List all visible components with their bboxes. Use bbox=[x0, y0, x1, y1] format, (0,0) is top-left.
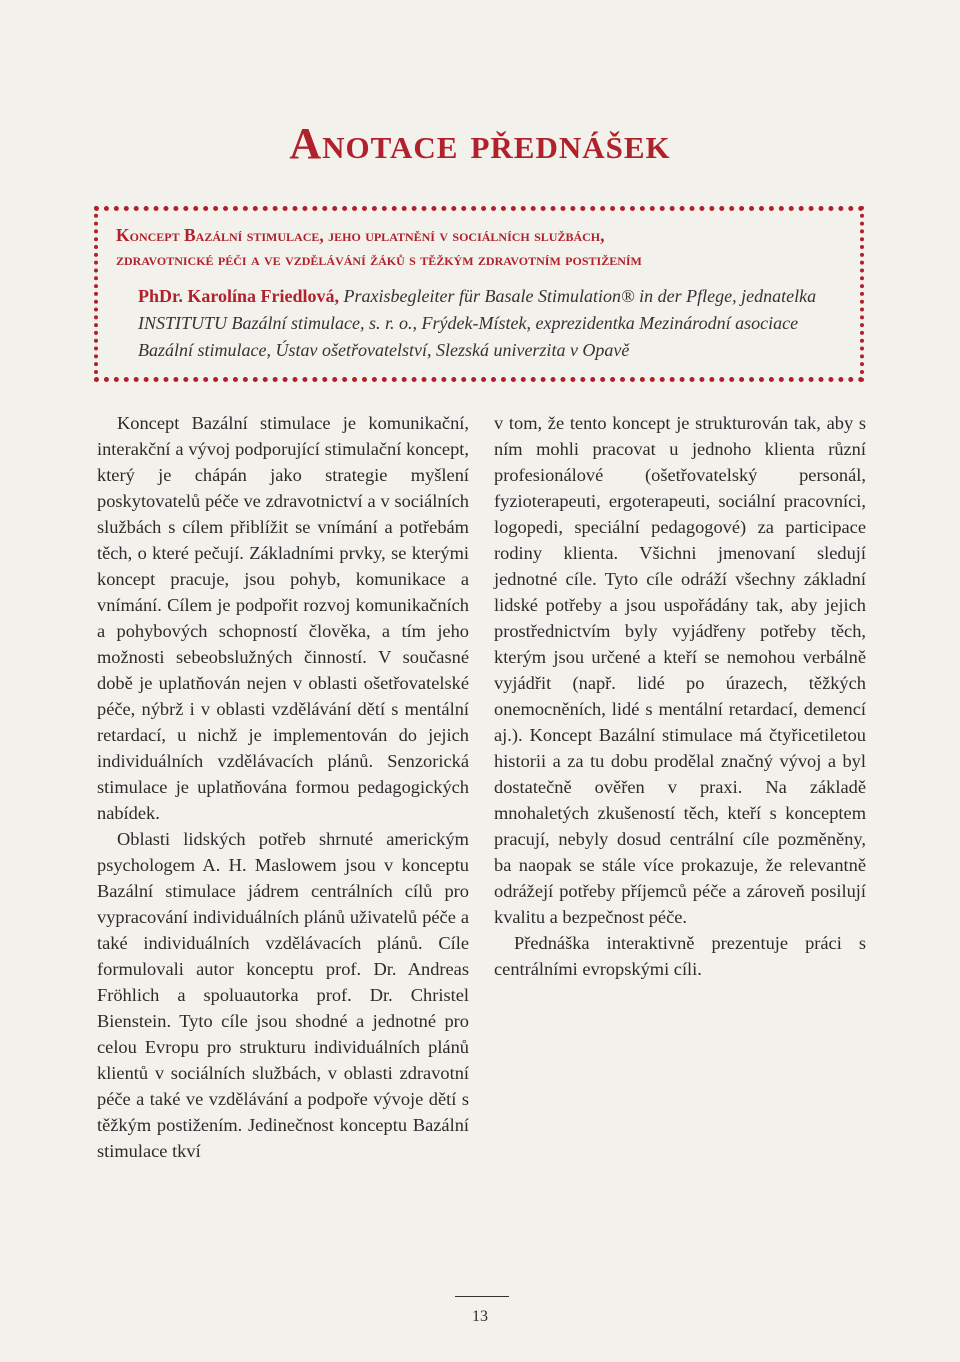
lecture-title-line-2: zdravotnické péči a ve vzdělávání žáků s těžkým zdravotním postižením bbox=[116, 249, 642, 269]
paragraph: Přednáška interaktivně prezentuje práci s centrálními evropskými cíli. bbox=[494, 933, 866, 979]
page-number-rule bbox=[455, 1296, 509, 1297]
page-title: Anotace přednášek bbox=[289, 119, 671, 168]
left-column bbox=[97, 410, 469, 1164]
paragraph: Koncept Bazální stimulace je komunikační, interakční a vývoj podporující stimulační koncept, který je chápán jako strategie myšlení poskytovatelů péče ve zdravotnictví a v sociálních službách s cílem přiblížit se vnímání a potřebám těch, o které pečují. Základními prvky, se kterými koncept pracuje, jsou pohyb, komunikace a vnímání. Cílem je podpořit rozvoj komunikačních a pohybových schopností člověka, a tím jeho možnosti sebeobslužných činností. V současné době je uplatňován nejen v oblasti ošetřovatelské péče, nýbrž i v oblasti vzdělávání dětí s mentální retardací, u nichž je implementován do jejich individuálních vzdělávacích plánů. Senzorická stimulace je uplatňována formou pedagogických nabídek. bbox=[97, 413, 469, 823]
lecture-header-box bbox=[94, 206, 864, 382]
paragraph: v tom, že tento koncept je strukturován tak, aby s ním mohli pracovat u jednoho klienta různí profesionálové (ošetřovatelský personál, fyzioterapeuti, ergoterapeuti, sociální pracovníci, logopedi, speciální pedagogové) za participace rodiny klienta. Všichni jmenovaní sledují jednotné cíle. Tyto cíle odráží všechny základní lidské potřeby a jsou uspořádány tak, aby jejich prostřednictvím byly vyjádřeny potřeby těch, kterým jsou určené a kteří se nemohou verbálně vyjádřit (např. lidé po úrazech, těžkých onemocněních, lidé s mentální retardací, demencí aj.). Koncept Bazální stimulace má čtyřicetiletou historii a za tu dobu prodělal značný vývoj a byl dostatečně ověřen v praxi. Na základě mnohaletých zkušeností těch, kteří s konceptem pracují, nebyly dosud centrální cíle pozměněny, ba naopak se stále více prokazuje, že relevantně odrážejí potřeby příjemců péče a zároveň posilují kvalitu a bezpečnost péče. bbox=[494, 413, 866, 927]
author-affiliation: Praxisbegleiter für Basale Stimulation® in der Pflege, jednatelka INSTITUTU Bazální stimulace, s. r. o., Frýdek-Místek, exprezidentka Mezinárodní asociace Bazální stimulace, Ústav ošetřovatelství, Slezská univerzita v Opavě bbox=[138, 286, 817, 360]
page-number: 13 bbox=[472, 1308, 488, 1325]
author-info bbox=[116, 283, 840, 364]
paragraph: Oblasti lidských potřeb shrnuté americkým psychologem A. H. Maslowem jsou v konceptu Bazální stimulace jádrem centrálních cílů pro vypracování individuálních plánů uživatelů péče a také individuálních vzdělávacích plánů. Cíle formulovali autor konceptu prof. Dr. Andreas Fröhlich a spoluautorka prof. Dr. Christel Bienstein. Tyto cíle jsou shodné a jednotné pro celou Evropu pro strukturu individuálních plánů klientů v sociálních službách, v oblasti zdravotní péče a také ve vzdělávání a podpoře vývoje dětí s těžkým postižením. Jedinečnost konceptu Bazální stimulace tkví bbox=[97, 829, 469, 1161]
lecture-title-line-1: Koncept Bazální stimulace, jeho uplatnění v sociálních službách, bbox=[116, 225, 605, 245]
lecture-title bbox=[116, 223, 840, 271]
author-name: PhDr. Karolína Friedlová, bbox=[138, 286, 340, 306]
right-column bbox=[494, 410, 866, 982]
